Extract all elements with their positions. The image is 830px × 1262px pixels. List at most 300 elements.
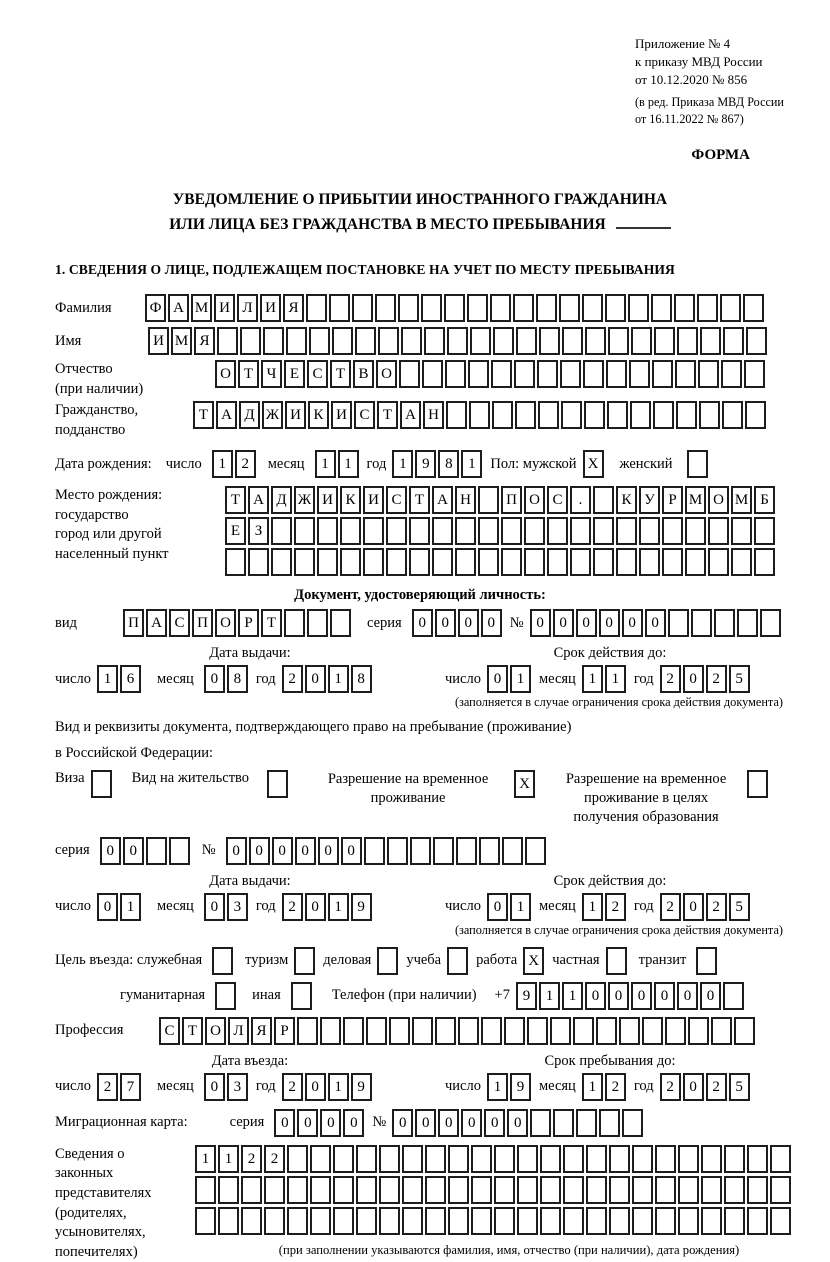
- char-box[interactable]: [691, 609, 712, 637]
- char-box[interactable]: Т: [182, 1017, 203, 1045]
- char-box[interactable]: [547, 548, 568, 576]
- char-box[interactable]: [584, 401, 605, 429]
- char-box[interactable]: [320, 1017, 341, 1045]
- char-box[interactable]: 0: [297, 1109, 318, 1137]
- char-box[interactable]: [478, 548, 499, 576]
- char-box[interactable]: [731, 548, 752, 576]
- char-box[interactable]: С: [159, 1017, 180, 1045]
- char-box[interactable]: Е: [284, 360, 305, 388]
- char-box[interactable]: [352, 294, 373, 322]
- char-box[interactable]: [291, 982, 312, 1010]
- char-box[interactable]: Т: [238, 360, 259, 388]
- char-box[interactable]: [576, 1109, 597, 1137]
- char-box[interactable]: Л: [237, 294, 258, 322]
- char-box[interactable]: 0: [700, 982, 721, 1010]
- char-box[interactable]: [743, 294, 764, 322]
- char-box[interactable]: [677, 327, 698, 355]
- char-box[interactable]: 0: [461, 1109, 482, 1137]
- char-box[interactable]: [333, 1176, 354, 1204]
- char-box[interactable]: [524, 548, 545, 576]
- char-box[interactable]: 1: [487, 1073, 508, 1101]
- char-box[interactable]: [398, 294, 419, 322]
- char-box[interactable]: [389, 1017, 410, 1045]
- char-box[interactable]: 0: [272, 837, 293, 865]
- char-box[interactable]: [724, 1207, 745, 1235]
- char-box[interactable]: [340, 548, 361, 576]
- char-box[interactable]: [448, 1145, 469, 1173]
- char-box[interactable]: [606, 360, 627, 388]
- char-box[interactable]: [355, 327, 376, 355]
- char-box[interactable]: [402, 1176, 423, 1204]
- char-box[interactable]: [294, 947, 315, 975]
- char-box[interactable]: 1: [218, 1145, 239, 1173]
- char-box[interactable]: [421, 294, 442, 322]
- char-box[interactable]: 0: [226, 837, 247, 865]
- char-box[interactable]: [271, 548, 292, 576]
- char-box[interactable]: [445, 360, 466, 388]
- char-box[interactable]: [760, 609, 781, 637]
- char-box[interactable]: М: [171, 327, 192, 355]
- char-box[interactable]: 2: [660, 665, 681, 693]
- char-box[interactable]: [356, 1207, 377, 1235]
- char-box[interactable]: [699, 401, 720, 429]
- char-box[interactable]: Д: [271, 486, 292, 514]
- char-box[interactable]: [502, 837, 523, 865]
- char-box[interactable]: 1: [328, 665, 349, 693]
- char-box[interactable]: [317, 548, 338, 576]
- char-box[interactable]: [747, 1145, 768, 1173]
- char-box[interactable]: [622, 1109, 643, 1137]
- char-box[interactable]: Р: [274, 1017, 295, 1045]
- char-box[interactable]: 0: [341, 837, 362, 865]
- char-box[interactable]: [723, 327, 744, 355]
- char-box[interactable]: [432, 548, 453, 576]
- char-box[interactable]: [467, 294, 488, 322]
- char-box[interactable]: [662, 548, 683, 576]
- char-box[interactable]: [468, 360, 489, 388]
- char-box[interactable]: 0: [683, 893, 704, 921]
- char-box[interactable]: 2: [660, 893, 681, 921]
- char-box[interactable]: [678, 1207, 699, 1235]
- char-box[interactable]: И: [214, 294, 235, 322]
- char-box[interactable]: [737, 609, 758, 637]
- char-box[interactable]: Ж: [294, 486, 315, 514]
- char-box[interactable]: [494, 1207, 515, 1235]
- char-box[interactable]: [425, 1207, 446, 1235]
- char-box[interactable]: [593, 486, 614, 514]
- char-box[interactable]: [628, 294, 649, 322]
- char-box[interactable]: [559, 294, 580, 322]
- char-box[interactable]: 3: [227, 893, 248, 921]
- char-box[interactable]: [747, 1207, 768, 1235]
- char-box[interactable]: [517, 1176, 538, 1204]
- char-box[interactable]: [513, 294, 534, 322]
- char-box[interactable]: 0: [683, 1073, 704, 1101]
- char-box[interactable]: 1: [120, 893, 141, 921]
- char-box[interactable]: 0: [654, 982, 675, 1010]
- char-box[interactable]: [524, 517, 545, 545]
- char-box[interactable]: [379, 1176, 400, 1204]
- char-box[interactable]: [215, 982, 236, 1010]
- char-box[interactable]: [169, 837, 190, 865]
- char-box[interactable]: 0: [507, 1109, 528, 1137]
- char-box[interactable]: С: [307, 360, 328, 388]
- char-box[interactable]: [481, 1017, 502, 1045]
- char-box[interactable]: [723, 982, 744, 1010]
- char-box[interactable]: [91, 770, 112, 798]
- char-box[interactable]: [455, 517, 476, 545]
- char-box[interactable]: 0: [305, 1073, 326, 1101]
- char-box[interactable]: [478, 517, 499, 545]
- char-box[interactable]: [494, 1176, 515, 1204]
- char-box[interactable]: 0: [677, 982, 698, 1010]
- char-box[interactable]: [366, 1017, 387, 1045]
- char-box[interactable]: [309, 327, 330, 355]
- char-box[interactable]: Ч: [261, 360, 282, 388]
- char-box[interactable]: [514, 360, 535, 388]
- char-box[interactable]: [448, 1207, 469, 1235]
- char-box[interactable]: [425, 1145, 446, 1173]
- char-box[interactable]: 1: [97, 665, 118, 693]
- char-box[interactable]: [517, 1145, 538, 1173]
- char-box[interactable]: [492, 401, 513, 429]
- char-box[interactable]: [410, 837, 431, 865]
- char-box[interactable]: 9: [351, 893, 372, 921]
- char-box[interactable]: [653, 401, 674, 429]
- char-box[interactable]: [700, 327, 721, 355]
- char-box[interactable]: [550, 1017, 571, 1045]
- char-box[interactable]: [540, 1176, 561, 1204]
- char-box[interactable]: [698, 360, 719, 388]
- char-box[interactable]: [286, 327, 307, 355]
- char-box[interactable]: [655, 1145, 676, 1173]
- char-box[interactable]: [734, 1017, 755, 1045]
- char-box[interactable]: [547, 517, 568, 545]
- char-box[interactable]: А: [168, 294, 189, 322]
- char-box[interactable]: [540, 1145, 561, 1173]
- char-box[interactable]: [240, 327, 261, 355]
- char-box[interactable]: 1: [338, 450, 359, 478]
- char-box[interactable]: А: [216, 401, 237, 429]
- char-box[interactable]: [655, 1207, 676, 1235]
- char-box[interactable]: [722, 401, 743, 429]
- char-box[interactable]: А: [248, 486, 269, 514]
- char-box[interactable]: И: [363, 486, 384, 514]
- char-box[interactable]: Е: [225, 517, 246, 545]
- char-box[interactable]: [469, 401, 490, 429]
- char-box[interactable]: 5: [729, 1073, 750, 1101]
- char-box[interactable]: [409, 548, 430, 576]
- char-box[interactable]: Д: [239, 401, 260, 429]
- char-box[interactable]: [607, 401, 628, 429]
- char-box[interactable]: [609, 1207, 630, 1235]
- char-box[interactable]: [517, 1207, 538, 1235]
- char-box[interactable]: [731, 517, 752, 545]
- char-box[interactable]: [494, 1145, 515, 1173]
- char-box[interactable]: [446, 401, 467, 429]
- char-box[interactable]: [195, 1176, 216, 1204]
- char-box[interactable]: [264, 1207, 285, 1235]
- char-box[interactable]: [501, 548, 522, 576]
- char-box[interactable]: [536, 294, 557, 322]
- char-box[interactable]: 0: [576, 609, 597, 637]
- char-box[interactable]: [516, 327, 537, 355]
- char-box[interactable]: [747, 770, 768, 798]
- char-box[interactable]: [605, 294, 626, 322]
- char-box[interactable]: 1: [539, 982, 560, 1010]
- char-box[interactable]: [570, 548, 591, 576]
- char-box[interactable]: [711, 1017, 732, 1045]
- char-box[interactable]: Т: [377, 401, 398, 429]
- char-box[interactable]: Р: [662, 486, 683, 514]
- char-box[interactable]: [724, 1145, 745, 1173]
- char-box[interactable]: 2: [235, 450, 256, 478]
- char-box[interactable]: [409, 517, 430, 545]
- char-box[interactable]: [241, 1176, 262, 1204]
- char-box[interactable]: [538, 401, 559, 429]
- char-box[interactable]: М: [191, 294, 212, 322]
- char-box[interactable]: [490, 294, 511, 322]
- char-box[interactable]: 0: [608, 982, 629, 1010]
- char-box[interactable]: [662, 517, 683, 545]
- char-box[interactable]: [330, 609, 351, 637]
- char-box[interactable]: [563, 1145, 584, 1173]
- char-box[interactable]: 0: [320, 1109, 341, 1137]
- char-box[interactable]: [263, 327, 284, 355]
- char-box[interactable]: И: [260, 294, 281, 322]
- char-box[interactable]: [573, 1017, 594, 1045]
- char-box[interactable]: [770, 1145, 791, 1173]
- char-box[interactable]: [455, 548, 476, 576]
- char-box[interactable]: [504, 1017, 525, 1045]
- char-box[interactable]: [745, 401, 766, 429]
- char-box[interactable]: [356, 1145, 377, 1173]
- char-box[interactable]: О: [205, 1017, 226, 1045]
- char-box[interactable]: [424, 327, 445, 355]
- char-box[interactable]: [561, 401, 582, 429]
- char-box[interactable]: [639, 548, 660, 576]
- char-box[interactable]: [616, 548, 637, 576]
- char-box[interactable]: 2: [605, 893, 626, 921]
- char-box[interactable]: [744, 360, 765, 388]
- char-box[interactable]: [287, 1207, 308, 1235]
- char-box[interactable]: [225, 548, 246, 576]
- char-box[interactable]: [435, 1017, 456, 1045]
- char-box[interactable]: 0: [458, 609, 479, 637]
- char-box[interactable]: [720, 294, 741, 322]
- char-box[interactable]: [306, 294, 327, 322]
- char-box[interactable]: [632, 1145, 653, 1173]
- char-box[interactable]: К: [308, 401, 329, 429]
- char-box[interactable]: [310, 1176, 331, 1204]
- char-box[interactable]: 0: [487, 665, 508, 693]
- char-box[interactable]: .: [570, 486, 591, 514]
- char-box[interactable]: [746, 327, 767, 355]
- char-box[interactable]: [678, 1176, 699, 1204]
- char-box[interactable]: 0: [415, 1109, 436, 1137]
- char-box[interactable]: [616, 517, 637, 545]
- char-box[interactable]: [264, 1176, 285, 1204]
- char-box[interactable]: [651, 294, 672, 322]
- char-box[interactable]: [444, 294, 465, 322]
- char-box[interactable]: О: [376, 360, 397, 388]
- char-box[interactable]: [596, 1017, 617, 1045]
- char-box[interactable]: [668, 609, 689, 637]
- char-box[interactable]: [363, 517, 384, 545]
- char-box[interactable]: Я: [194, 327, 215, 355]
- char-box[interactable]: [448, 1176, 469, 1204]
- char-box[interactable]: 0: [585, 982, 606, 1010]
- char-box[interactable]: 2: [282, 665, 303, 693]
- char-box[interactable]: [540, 1207, 561, 1235]
- char-box[interactable]: [562, 327, 583, 355]
- char-box[interactable]: 1: [461, 450, 482, 478]
- char-box[interactable]: У: [639, 486, 660, 514]
- char-box[interactable]: Ж: [262, 401, 283, 429]
- char-box[interactable]: [399, 360, 420, 388]
- char-box[interactable]: [582, 294, 603, 322]
- char-box[interactable]: [754, 517, 775, 545]
- char-box[interactable]: [386, 517, 407, 545]
- char-box[interactable]: [630, 401, 651, 429]
- char-box[interactable]: [721, 360, 742, 388]
- char-box[interactable]: [375, 294, 396, 322]
- char-box[interactable]: М: [685, 486, 706, 514]
- char-box[interactable]: [387, 837, 408, 865]
- char-box[interactable]: [307, 609, 328, 637]
- char-box[interactable]: [652, 360, 673, 388]
- char-box[interactable]: [343, 1017, 364, 1045]
- char-box[interactable]: 3: [227, 1073, 248, 1101]
- char-box[interactable]: [642, 1017, 663, 1045]
- char-box[interactable]: Т: [225, 486, 246, 514]
- char-box[interactable]: П: [192, 609, 213, 637]
- char-box[interactable]: [515, 401, 536, 429]
- char-box[interactable]: 1: [328, 1073, 349, 1101]
- char-box[interactable]: [478, 486, 499, 514]
- char-box[interactable]: 8: [227, 665, 248, 693]
- char-box[interactable]: 7: [120, 1073, 141, 1101]
- char-box[interactable]: 1: [510, 665, 531, 693]
- char-box[interactable]: [401, 327, 422, 355]
- char-box[interactable]: [422, 360, 443, 388]
- char-box[interactable]: [379, 1207, 400, 1235]
- char-box[interactable]: [654, 327, 675, 355]
- char-box[interactable]: 2: [241, 1145, 262, 1173]
- char-box[interactable]: Я: [251, 1017, 272, 1045]
- char-box[interactable]: А: [400, 401, 421, 429]
- char-box[interactable]: 2: [97, 1073, 118, 1101]
- char-box[interactable]: 2: [282, 1073, 303, 1101]
- char-box[interactable]: 0: [622, 609, 643, 637]
- char-box[interactable]: 1: [392, 450, 413, 478]
- char-box[interactable]: [687, 450, 708, 478]
- char-box[interactable]: Я: [283, 294, 304, 322]
- char-box[interactable]: Т: [261, 609, 282, 637]
- char-box[interactable]: М: [731, 486, 752, 514]
- char-box[interactable]: [629, 360, 650, 388]
- char-box[interactable]: [364, 837, 385, 865]
- char-box[interactable]: [609, 1176, 630, 1204]
- char-box[interactable]: [701, 1145, 722, 1173]
- char-box[interactable]: 0: [318, 837, 339, 865]
- char-box[interactable]: З: [248, 517, 269, 545]
- char-box[interactable]: Б: [754, 486, 775, 514]
- char-box[interactable]: 0: [553, 609, 574, 637]
- char-box[interactable]: [493, 327, 514, 355]
- char-box[interactable]: И: [317, 486, 338, 514]
- char-box[interactable]: 0: [599, 609, 620, 637]
- char-box[interactable]: [708, 548, 729, 576]
- char-box[interactable]: X: [523, 947, 544, 975]
- char-box[interactable]: 0: [438, 1109, 459, 1137]
- char-box[interactable]: [724, 1176, 745, 1204]
- char-box[interactable]: С: [386, 486, 407, 514]
- char-box[interactable]: 0: [530, 609, 551, 637]
- char-box[interactable]: [317, 517, 338, 545]
- char-box[interactable]: И: [331, 401, 352, 429]
- char-box[interactable]: [501, 517, 522, 545]
- char-box[interactable]: [570, 517, 591, 545]
- char-box[interactable]: [294, 548, 315, 576]
- char-box[interactable]: [770, 1207, 791, 1235]
- char-box[interactable]: 1: [582, 1073, 603, 1101]
- char-box[interactable]: Н: [423, 401, 444, 429]
- char-box[interactable]: X: [514, 770, 535, 798]
- char-box[interactable]: 6: [120, 665, 141, 693]
- char-box[interactable]: [310, 1145, 331, 1173]
- char-box[interactable]: Р: [238, 609, 259, 637]
- char-box[interactable]: [479, 837, 500, 865]
- char-box[interactable]: 0: [481, 609, 502, 637]
- char-box[interactable]: [537, 360, 558, 388]
- char-box[interactable]: [432, 517, 453, 545]
- char-box[interactable]: [491, 360, 512, 388]
- char-box[interactable]: [378, 327, 399, 355]
- char-box[interactable]: 0: [487, 893, 508, 921]
- char-box[interactable]: 2: [706, 893, 727, 921]
- char-box[interactable]: [146, 837, 167, 865]
- char-box[interactable]: С: [547, 486, 568, 514]
- char-box[interactable]: 0: [435, 609, 456, 637]
- char-box[interactable]: 2: [660, 1073, 681, 1101]
- char-box[interactable]: 0: [305, 665, 326, 693]
- char-box[interactable]: К: [340, 486, 361, 514]
- char-box[interactable]: 5: [729, 893, 750, 921]
- char-box[interactable]: 0: [305, 893, 326, 921]
- char-box[interactable]: [402, 1145, 423, 1173]
- char-box[interactable]: П: [501, 486, 522, 514]
- char-box[interactable]: [329, 294, 350, 322]
- char-box[interactable]: [586, 1145, 607, 1173]
- char-box[interactable]: [619, 1017, 640, 1045]
- char-box[interactable]: [754, 548, 775, 576]
- char-box[interactable]: 0: [204, 665, 225, 693]
- char-box[interactable]: [340, 517, 361, 545]
- char-box[interactable]: 0: [204, 1073, 225, 1101]
- char-box[interactable]: 0: [204, 893, 225, 921]
- char-box[interactable]: [527, 1017, 548, 1045]
- char-box[interactable]: [471, 1145, 492, 1173]
- char-box[interactable]: [609, 1145, 630, 1173]
- char-box[interactable]: [470, 327, 491, 355]
- char-box[interactable]: [294, 517, 315, 545]
- char-box[interactable]: [271, 517, 292, 545]
- char-box[interactable]: [553, 1109, 574, 1137]
- char-box[interactable]: [770, 1176, 791, 1204]
- char-box[interactable]: 1: [510, 893, 531, 921]
- char-box[interactable]: 1: [315, 450, 336, 478]
